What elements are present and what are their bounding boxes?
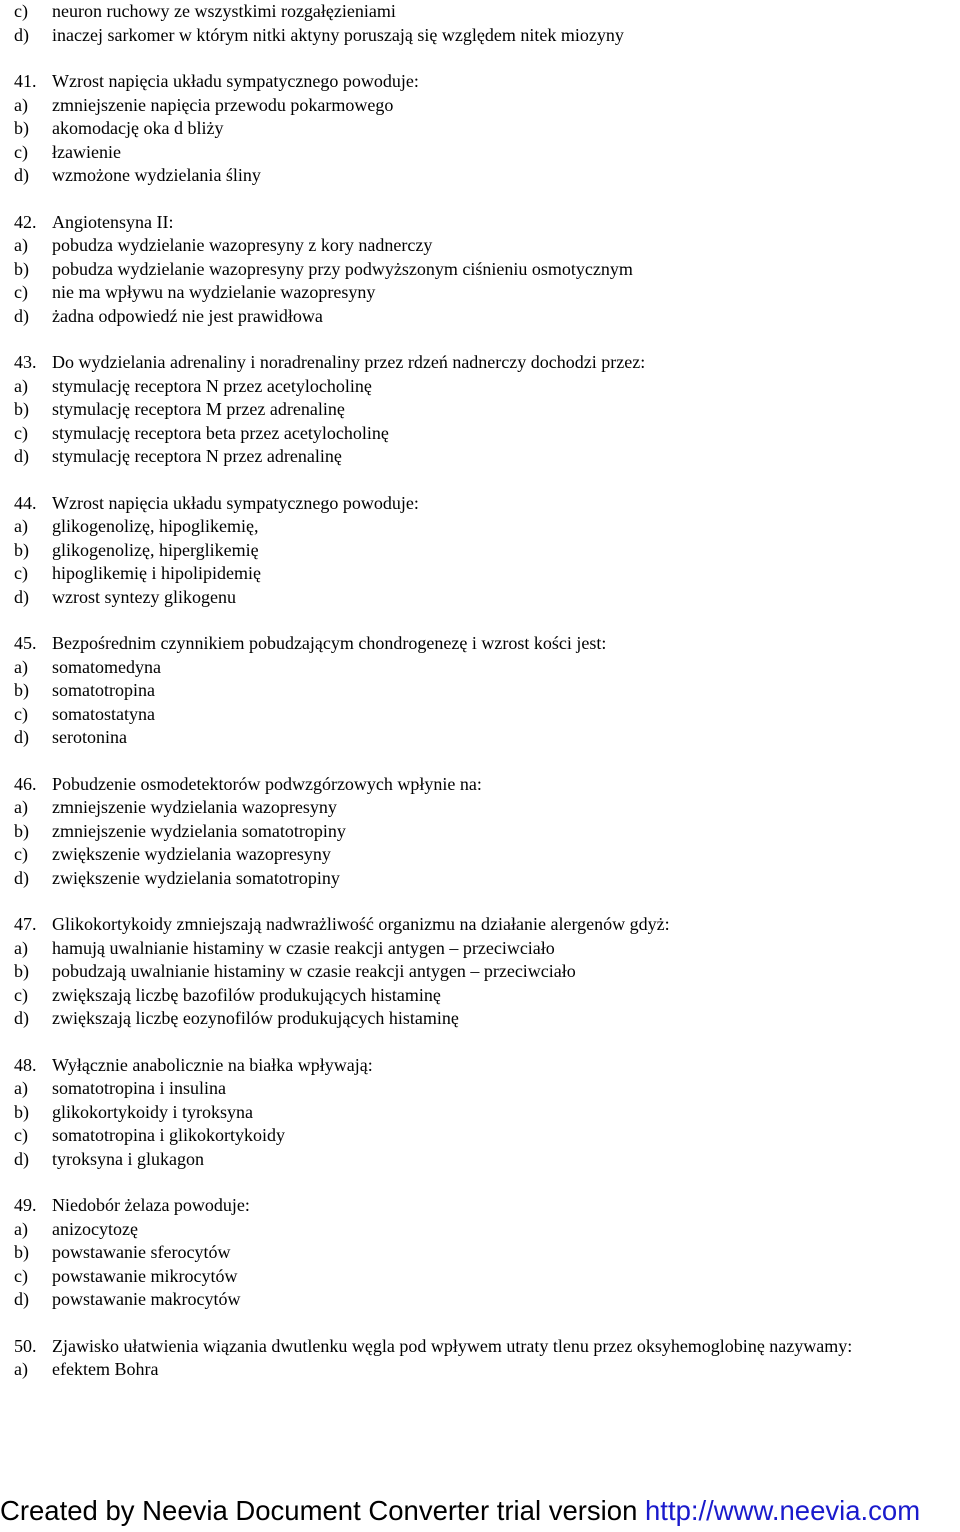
answer-option (14, 867, 944, 891)
item-label: c) (14, 844, 28, 864)
item-label: b) (14, 1101, 29, 1122)
item-text: zwiększenie wydzielania wazopresyny (52, 844, 331, 864)
footer-text: Created by Neevia Document Converter trial version (0, 1495, 646, 1526)
answer-option (14, 820, 944, 844)
item-label: a) (14, 1359, 28, 1379)
item-text: stymulację receptora M przez adrenalinę (52, 399, 345, 419)
question-block (14, 351, 944, 469)
item-label: b) (14, 118, 29, 138)
answer-option (14, 258, 944, 282)
item-text: zwiększają liczbę bazofilów produkujących histaminę (52, 984, 441, 1005)
item-text: tyroksyna i glukagon (52, 1148, 204, 1169)
footer-watermark (0, 1494, 920, 1528)
question-block (14, 632, 944, 750)
item-text: akomodację oka d bliży (52, 118, 224, 138)
question-line (14, 1194, 944, 1218)
answer-option (14, 305, 944, 329)
item-text: Angiotensyna II: (52, 211, 174, 232)
item-text: zmniejszenie napięcia przewodu pokarmowego (52, 94, 394, 115)
answer-option (14, 726, 944, 750)
question-block (14, 492, 944, 610)
question-line (14, 492, 944, 516)
question-line (14, 913, 944, 937)
question-line (14, 773, 944, 797)
item-label: 42. (14, 211, 37, 232)
item-label: c) (14, 984, 28, 1005)
document-body (14, 0, 944, 1405)
item-text: inaczej sarkomer w którym nitki aktyny poruszają się względem nitek miozyny (52, 24, 624, 45)
item-label: b) (14, 961, 29, 981)
answer-option (14, 422, 944, 446)
item-text: glikogenolizę, hipoglikemię, (52, 516, 259, 536)
answer-option (14, 586, 944, 610)
item-text: hamują uwalnianie histaminy w czasie reakcji antygen – przeciwciało (52, 937, 555, 958)
item-label: d) (14, 446, 29, 466)
answer-option (14, 164, 944, 188)
answer-option (14, 539, 944, 563)
answer-option (14, 1007, 944, 1031)
answer-option (14, 656, 944, 680)
question-block (14, 70, 944, 188)
answer-option (14, 1358, 944, 1382)
item-label: 50. (14, 1335, 37, 1356)
question-line (14, 632, 944, 656)
item-label: c) (14, 141, 28, 162)
item-label: d) (14, 165, 29, 185)
item-text: Glikokortykoidy zmniejszają nadwrażliwość organizmu na działanie alergenów gdyż: (52, 914, 670, 934)
item-text: zwiększenie wydzielania somatotropiny (52, 867, 340, 888)
item-label: a) (14, 235, 28, 255)
item-text: pobudza wydzielanie wazopresyny z kory nadnerczy (52, 235, 433, 255)
item-text: stymulację receptora N przez acetylocholinę (52, 375, 372, 396)
answer-option (14, 1101, 944, 1125)
item-text: glikokortykoidy i tyroksyna (52, 1101, 253, 1122)
item-label: 45. (14, 633, 37, 653)
item-label: a) (14, 656, 28, 677)
answer-option (14, 937, 944, 961)
item-label: a) (14, 797, 28, 817)
item-label: d) (14, 1289, 29, 1309)
item-text: Wyłącznie anabolicznie na białka wpływają: (52, 1054, 373, 1075)
item-text: serotonina (52, 727, 127, 747)
item-text: powstawanie makrocytów (52, 1289, 241, 1309)
item-label: c) (14, 282, 28, 302)
answer-option (14, 234, 944, 258)
item-label: 48. (14, 1054, 37, 1075)
item-text: zmniejszenie wydzielania wazopresyny (52, 797, 337, 817)
item-text: powstawanie sferocytów (52, 1242, 231, 1262)
item-label: b) (14, 539, 29, 560)
answer-option (14, 445, 944, 469)
item-text: pobudzają uwalnianie histaminy w czasie reakcji antygen – przeciwciało (52, 961, 576, 981)
answer-option (14, 117, 944, 141)
answer-option (14, 562, 944, 586)
item-label: a) (14, 1218, 28, 1239)
answer-option (14, 1265, 944, 1289)
answer-option (14, 141, 944, 165)
item-text: Wzrost napięcia układu sympatycznego powoduje: (52, 71, 419, 91)
question-line (14, 70, 944, 94)
item-label: a) (14, 94, 28, 115)
item-text: pobudza wydzielanie wazopresyny przy podwyższonym ciśnieniu osmotycznym (52, 258, 633, 279)
item-label: c) (14, 1265, 28, 1286)
item-text: Do wydzielania adrenaliny i noradrenaliny przez rdzeń nadnerczy dochodzi przez: (52, 352, 646, 372)
question-block (14, 913, 944, 1031)
item-label: d) (14, 305, 29, 326)
answer-option (14, 1148, 944, 1172)
item-label: c) (14, 563, 28, 583)
question-block (14, 0, 944, 47)
item-label: a) (14, 375, 28, 396)
item-label: b) (14, 820, 29, 841)
answer-option (14, 1218, 944, 1242)
item-text: somatotropina (52, 680, 155, 700)
item-label: b) (14, 258, 29, 279)
answer-option (14, 703, 944, 727)
answer-option (14, 984, 944, 1008)
item-text: wzmożone wydzielania śliny (52, 165, 261, 185)
answer-option (14, 24, 944, 48)
item-label: a) (14, 516, 28, 536)
item-text: hipoglikemię i hipolipidemię (52, 563, 261, 583)
item-label: d) (14, 727, 29, 747)
answer-option (14, 375, 944, 399)
footer-link[interactable]: http://www.neevia.com (645, 1495, 921, 1526)
question-block (14, 1335, 944, 1382)
item-label: b) (14, 399, 29, 419)
item-text: Zjawisko ułatwienia wiązania dwutlenku węgla pod wpływem utraty tlenu przez oksyhemoglobinę nazywamy: (52, 1335, 853, 1356)
item-label: d) (14, 24, 29, 45)
item-text: zwiększają liczbę eozynofilów produkujących histaminę (52, 1008, 459, 1028)
question-line (14, 1054, 944, 1078)
item-label: c) (14, 422, 28, 443)
question-block (14, 773, 944, 891)
item-text: Wzrost napięcia układu sympatycznego powoduje: (52, 492, 419, 513)
item-text: żadna odpowiedź nie jest prawidłowa (52, 305, 323, 326)
item-text: somatotropina i insulina (52, 1078, 226, 1098)
answer-option (14, 515, 944, 539)
answer-option (14, 1288, 944, 1312)
item-text: powstawanie mikrocytów (52, 1265, 238, 1286)
question-line (14, 1335, 944, 1359)
item-text: zmniejszenie wydzielania somatotropiny (52, 820, 346, 841)
question-line (14, 351, 944, 375)
item-label: 47. (14, 914, 37, 934)
item-label: d) (14, 586, 29, 607)
item-label: d) (14, 867, 29, 888)
item-text: glikogenolizę, hiperglikemię (52, 539, 259, 560)
item-label: b) (14, 680, 29, 700)
answer-option (14, 281, 944, 305)
answer-option (14, 398, 944, 422)
answer-option (14, 1124, 944, 1148)
question-block (14, 1194, 944, 1312)
item-text: somatostatyna (52, 703, 155, 724)
answer-option (14, 843, 944, 867)
item-label: b) (14, 1242, 29, 1262)
item-label: c) (14, 703, 28, 724)
answer-option (14, 1241, 944, 1265)
item-label: 49. (14, 1195, 37, 1215)
item-label: 43. (14, 352, 37, 372)
item-text: stymulację receptora N przez adrenalinę (52, 446, 342, 466)
item-text: Bezpośrednim czynnikiem pobudzającym chondrogenezę i wzrost kości jest: (52, 633, 607, 653)
answer-option (14, 94, 944, 118)
answer-option (14, 1077, 944, 1101)
item-text: łzawienie (52, 141, 121, 162)
item-label: 44. (14, 492, 37, 513)
item-text: stymulację receptora beta przez acetylocholinę (52, 422, 389, 443)
question-line (14, 211, 944, 235)
answer-option (14, 960, 944, 984)
item-label: d) (14, 1008, 29, 1028)
item-label: a) (14, 1078, 28, 1098)
item-text: nie ma wpływu na wydzielanie wazopresyny (52, 282, 376, 302)
item-text: Pobudzenie osmodetektorów podwzgórzowych wpłynie na: (52, 773, 482, 794)
item-label: 41. (14, 71, 37, 91)
answer-option (14, 679, 944, 703)
item-label: 46. (14, 773, 37, 794)
item-text: neuron ruchowy ze wszystkimi rozgałęzieniami (52, 1, 396, 21)
item-text: efektem Bohra (52, 1359, 159, 1379)
item-text: Niedobór żelaza powoduje: (52, 1195, 250, 1215)
answer-option (14, 796, 944, 820)
question-block (14, 1054, 944, 1172)
answer-option (14, 0, 944, 24)
item-text: wzrost syntezy glikogenu (52, 586, 236, 607)
question-block (14, 211, 944, 329)
item-text: anizocytozę (52, 1218, 138, 1239)
item-label: d) (14, 1148, 29, 1169)
item-text: somatotropina i glikokortykoidy (52, 1125, 285, 1145)
item-label: c) (14, 1125, 28, 1145)
item-label: c) (14, 1, 28, 21)
item-text: somatomedyna (52, 656, 161, 677)
item-label: a) (14, 937, 28, 958)
